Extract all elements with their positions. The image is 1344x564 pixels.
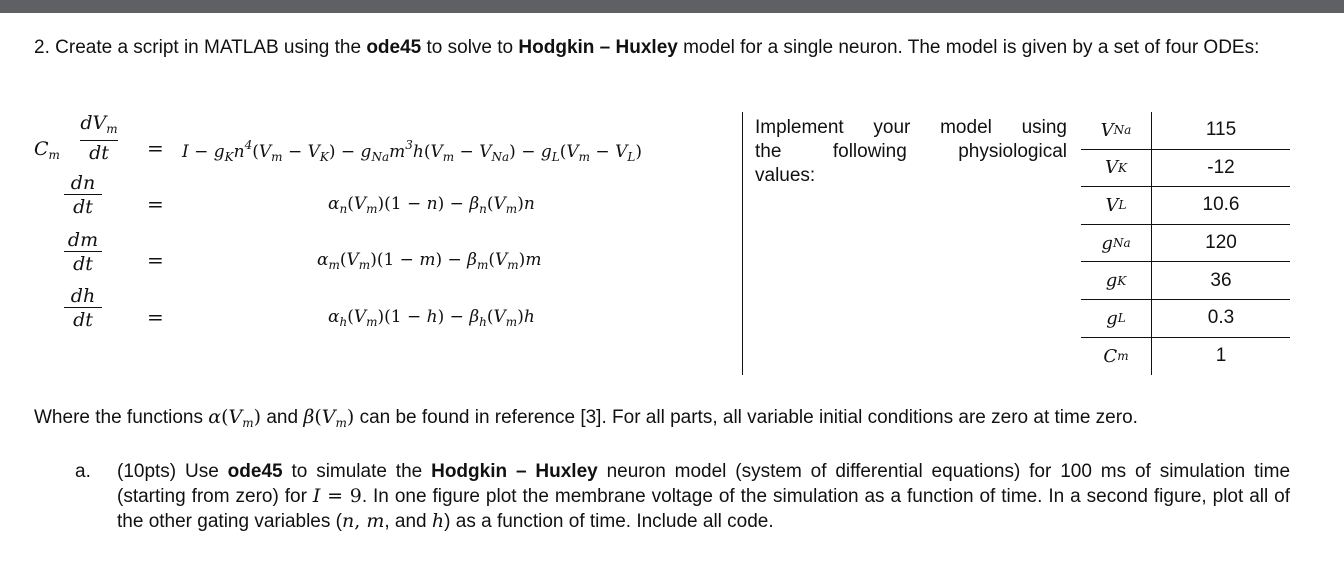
question-text [34,36,1304,60]
eq2-equals: = [147,192,164,216]
param-value: 0.3 [1207,307,1235,329]
eq1-rhs: $I - g_Kn^4(V_m - V_K) - g_{Na}m^3h(V_m - V_{Na}) - g_L(V_m - V_L)$ [182,138,642,164]
param-value: 10.6 [1202,194,1240,216]
parameter-table [1081,112,1290,375]
part-a-label: a. [75,461,91,482]
eq4-lhs: dh dt [64,285,102,332]
table-row [1081,112,1290,150]
alpha-func: $\alpha(V_m)$ [208,406,262,430]
part-a-span: , and [384,511,432,532]
current-condition: I = 9 [312,485,362,507]
param-name: g L [1081,300,1152,337]
implement-word: your [873,117,911,138]
implement-word: Implement [755,117,844,138]
param-name: V L [1081,187,1152,224]
eq2-lhs: dn dt [64,172,102,219]
ode45-term: ode45 [227,461,283,482]
eq4-rhs: $\alpha_h(V_m)(1 - h) - \beta_h(V_m)h$ [328,307,535,329]
part-a-span: neuron model (system of differential equations) for 100 ms of simulation time (starting from zero) for [117,461,1291,507]
where-text: can be found in reference [3]. For all parts, all variable initial conditions are zero at time zero. [354,407,1138,428]
implement-word: model [940,117,992,138]
eq4-equals: = [147,305,164,329]
param-value: 1 [1215,345,1227,367]
part-a-span: to simulate the [282,461,432,482]
param-value: 115 [1205,119,1237,141]
table-row [1081,150,1290,188]
part-a-span: (10pts) Use [117,461,228,482]
param-name: V K [1081,150,1152,187]
part-a-text [117,460,1290,534]
where-text: and [261,407,304,428]
eq3-equals: = [147,248,164,272]
question-number: 2. [34,37,50,58]
eq3-rhs: $\alpha_m(V_m)(1 - m) - \beta_m(V_m)m$ [317,250,542,272]
part-a-span: ) as a function of time. Include all code. [444,511,774,532]
implement-word: following [832,141,907,162]
param-value: 120 [1205,232,1237,254]
table-row [1081,338,1290,376]
param-value: -12 [1207,156,1235,178]
table-row [1081,187,1290,225]
ode45-term: ode45 [366,37,422,58]
equations-block [34,112,734,372]
implement-text [755,116,1067,188]
question-intro-3: model for a single neuron. The model is given by a set of four ODEs: [677,37,1260,58]
implement-word: using [1021,117,1067,138]
eq1-equals: = [147,136,164,160]
implement-word: the [755,141,782,162]
table-row [1081,225,1290,263]
eq2-rhs: $\alpha_n(V_m)(1 - n) - \beta_n(V_m)n$ [328,194,535,216]
table-row [1081,262,1290,300]
where-text: Where the functions [34,407,209,428]
gating-var-h: h [431,510,445,532]
model-name: Hodgkin – Huxley [431,461,598,482]
eq1-cm: $C_m$ [34,138,60,162]
divider-line [742,112,743,375]
part-a-span: . In one figure plot the membrane voltage of the simulation as a function of time. In a second figure, plot all of the other gating variables ( [117,486,1290,532]
gating-vars: n, m [341,510,385,532]
model-name: Hodgkin – Huxley [518,37,678,58]
table-row [1081,300,1290,338]
implement-line-3: values: [755,165,816,186]
param-name: g K [1081,262,1152,299]
beta-func: $\beta(V_m)$ [303,406,355,430]
eq3-lhs: dm dt [64,229,102,276]
top-bar [0,0,1344,13]
param-name: C m [1081,338,1152,376]
param-name: V Na [1081,112,1152,149]
question-intro-1: Create a script in MATLAB using the [55,37,367,58]
where-paragraph [34,405,1304,435]
param-name: g Na [1081,225,1152,262]
question-intro-2: to solve to [421,37,519,58]
implement-word: physiological [958,141,1067,162]
eq1-lhs: $dV_m$ dt [80,112,118,165]
param-value: 36 [1210,269,1232,291]
